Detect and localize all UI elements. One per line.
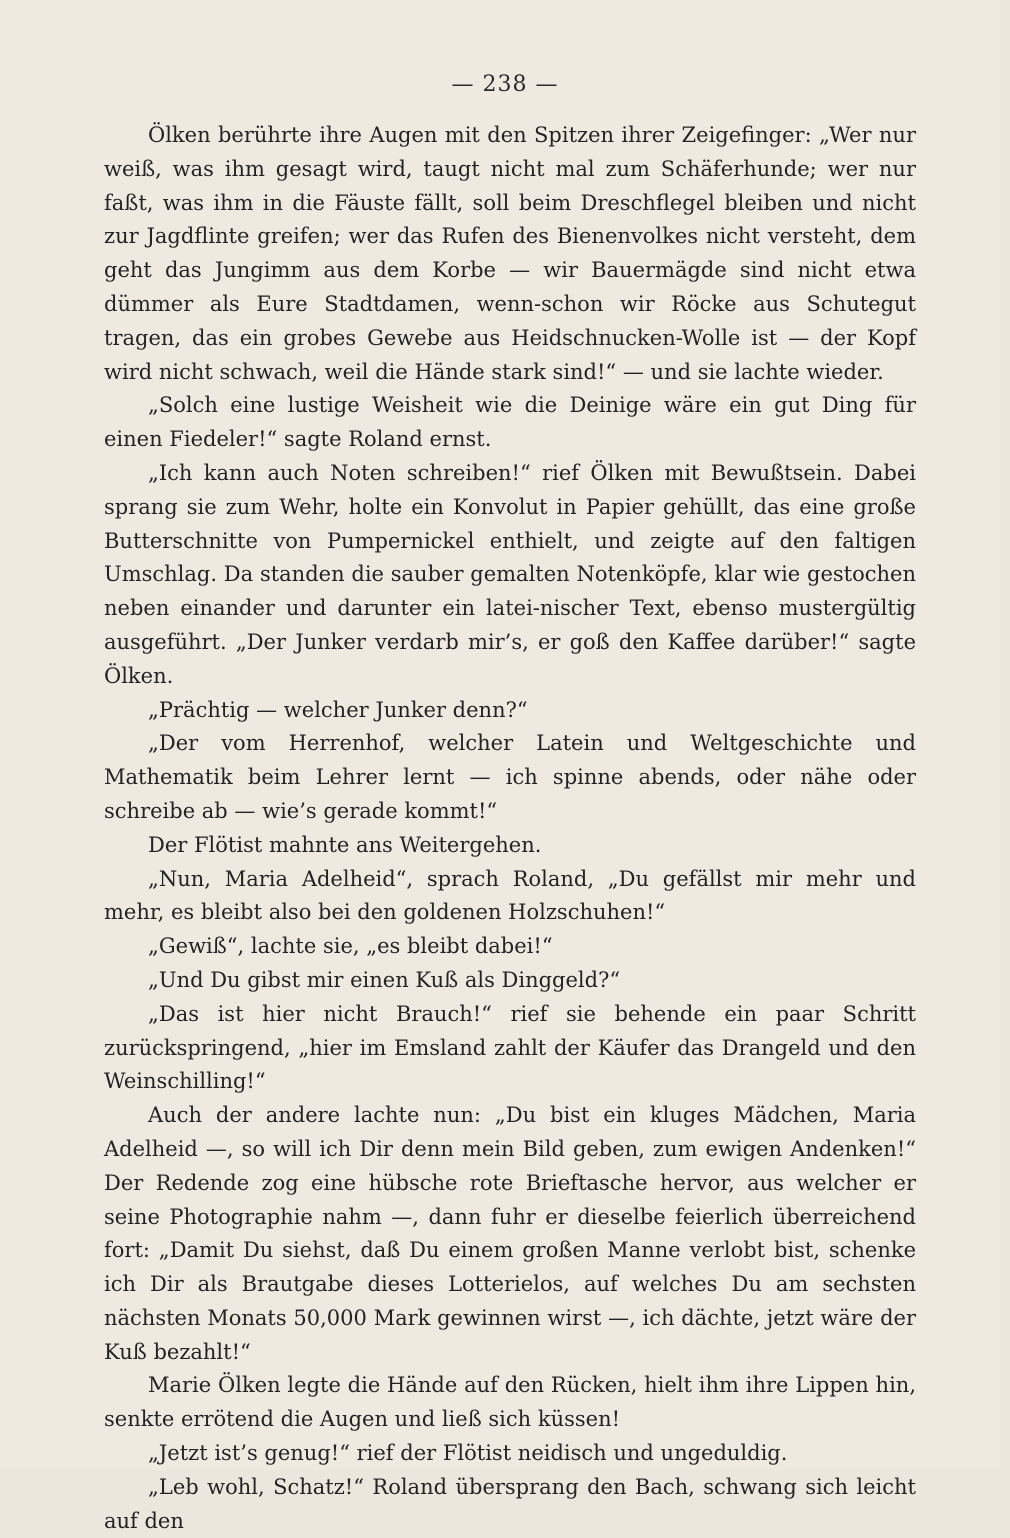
paragraph: „Ich kann auch Noten schreiben!“ rief Ölken mit Bewußtsein. Dabei sprang sie zum Wehr, holte ein Konvolut in Papier gehüllt, das eine große Butterschnitte von Pumpernickel enthielt, und zeigte auf den faltigen Umschlag. Da standen die sauber gemalten Notenköpfe, klar wie gestochen neben einander und darunter ein latei-nischer Text, ebenso mustergültig ausgeführt. „Der Junker verdarb mir’s, er goß den Kaffee darüber!“ sagte Ölken.	[104, 460, 916, 688]
paragraph: „Der vom Herrenhof, welcher Latein und Weltgeschichte und Mathematik beim Lehrer lernt — ich spinne abends, oder nähe oder schreibe ab — wie’s gerade kommt!“	[104, 731, 916, 823]
paragraph: Auch der andere lachte nun: „Du bist ein kluges Mädchen, Maria Adelheid —, so will ich Dir denn mein Bild geben, zum ewigen Andenken!“ Der Redende zog eine hübsche rote Brieftasche hervor, aus welcher er seine Photographie nahm —, dann fuhr er dieselbe feierlich überreichend fort: „Damit Du siehst, daß Du einem großen Manne verlobt bist, schenke ich Dir als Brautgabe dieses Lotterielos, auf welches Du am sechsten nächsten Monats 50,000 Mark gewinnen wirst —, ich dächte, jetzt wäre der Kuß bezahlt!“	[104, 1103, 916, 1364]
paragraph: „Prächtig — welcher Junker denn?“	[148, 697, 528, 722]
body-text	[104, 119, 916, 1538]
paragraph: Der Flötist mahnte ans Weitergehen.	[148, 832, 542, 857]
paragraph: Marie Ölken legte die Hände auf den Rücken, hielt ihm ihre Lippen hin, senkte errötend die Augen und ließ sich küssen!	[104, 1373, 916, 1432]
paragraph: „Solch eine lustige Weisheit wie die Deinige wäre ein gut Ding für einen Fiedeler!“ sagte Roland ernst.	[104, 393, 916, 452]
paragraph: „Jetzt ist’s genug!“ rief der Flötist neidisch und ungeduldig.	[148, 1441, 788, 1466]
paragraph: „Das ist hier nicht Brauch!“ rief sie behende ein paar Schritt zurückspringend, „hier im Emsland zahlt der Käufer das Drangeld und den Weinschilling!“	[104, 1001, 916, 1094]
paragraph: „Leb wohl, Schatz!“ Roland übersprang den Bach, schwang sich leicht auf den	[104, 1474, 916, 1533]
page-number: — 238 —	[451, 72, 559, 97]
paragraph: „Nun, Maria Adelheid“, sprach Roland, „Du gefällst mir mehr und mehr, es bleibt also bei den goldenen Holzschuhen!“	[104, 866, 916, 925]
paragraph: „Und Du gibst mir einen Kuß als Dinggeld?“	[148, 967, 621, 992]
paragraph: „Gewiß“, lachte sie, „es bleibt dabei!“	[148, 934, 553, 959]
paragraph: Ölken berührte ihre Augen mit den Spitzen ihrer Zeigefinger: „Wer nur weiß, was ihm gesagt wird, taugt nicht mal zum Schäferhunde; wer nur faßt, was ihm in die Fäuste fällt, soll beim Dreschflegel bleiben und nicht zur Jagdflinte greifen; wer das Rufen des Bienenvolkes nicht versteht, dem geht das Jungimm aus dem Korbe — wir Bauermägde sind nicht etwa dümmer als Eure Stadtdamen, wenn-schon wir Röcke aus Schutegut tragen, das ein grobes Gewebe aus Heidschnucken-Wolle ist — der Kopf wird nicht schwach, weil die Hände stark sind!“ — und sie lachte wieder.	[104, 123, 916, 384]
